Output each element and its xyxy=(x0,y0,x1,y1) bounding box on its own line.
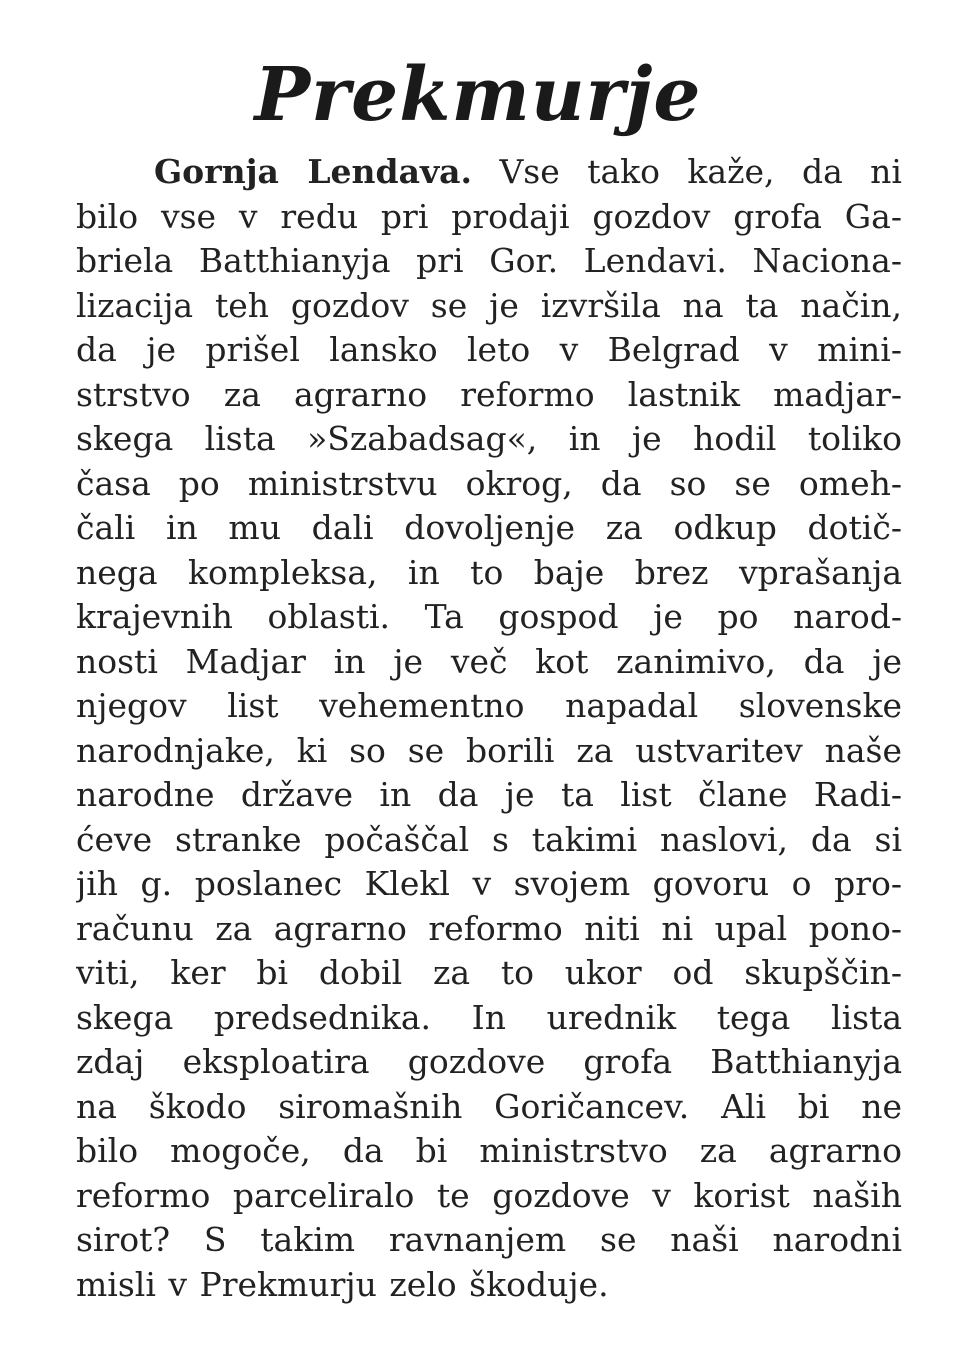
article-line: jih g. poslanec Klekl v svojem govoru o pro- xyxy=(76,864,902,903)
article-body xyxy=(76,150,902,1307)
article-line: da je prišel lansko leto v Belgrad v mini- xyxy=(76,330,902,369)
article-line: narodne države in da je ta list člane Radi- xyxy=(76,775,902,814)
article-line: skega lista »Szabadsag«, in je hodil toliko xyxy=(76,419,902,458)
article-line xyxy=(76,150,902,195)
article-first-line-text: Vse tako kaže, da ni xyxy=(499,152,902,191)
headline: Prekmurje xyxy=(254,52,702,138)
article-line: viti, ker bi dobil za to ukor od skupščin- xyxy=(76,953,902,992)
article-line: časa po ministrstvu okrog, da so se omeh- xyxy=(76,463,902,503)
article-line: narodnjake, ki so se borili za ustvaritev naše xyxy=(76,730,902,770)
article-line: strstvo za agrarno reformo lastnik madjar- xyxy=(76,374,902,414)
article-line: lizacija teh gozdov se je izvršila na ta način, xyxy=(76,285,902,325)
article-line: briela Batthianyja pri Gor. Lendavi. Naciona- xyxy=(76,241,902,280)
article-line: računu za agrarno reformo niti ni upal pono- xyxy=(76,908,902,948)
article-line: njegov list vehementno napadal slovenske xyxy=(76,686,902,725)
article-line: bilo vse v redu pri prodaji gozdov grofa Ga- xyxy=(76,196,902,236)
article-line: čali in mu dali dovoljenje za odkup dotič- xyxy=(76,508,902,547)
article-line: krajevnih oblasti. Ta gospod je po narod- xyxy=(76,597,902,636)
article-line: nosti Madjar in je več kot zanimivo, da je xyxy=(76,641,902,681)
article-line: bilo mogoče, da bi ministrstvo za agrarno xyxy=(76,1131,902,1170)
article-line: reformo parceliralo te gozdove v korist naših xyxy=(76,1175,902,1215)
article-line: nega kompleksa, in to baje brez vprašanja xyxy=(76,552,902,592)
article-line: sirot? S takim ravnanjem se naši narodni xyxy=(76,1220,902,1259)
article-line: misli v Prekmurju zelo škoduje. xyxy=(76,1264,609,1304)
article-line: ćeve stranke počaščal s takimi naslovi, da si xyxy=(76,819,902,859)
article-line: zdaj eksploatira gozdove grofa Batthianyja xyxy=(76,1042,902,1081)
article-place: Gornja Lendava. xyxy=(154,152,473,191)
article-line: na škodo siromašnih Goričancev. Ali bi ne xyxy=(76,1086,902,1126)
article-line: skega predsednika. In urednik tega lista xyxy=(76,997,902,1037)
